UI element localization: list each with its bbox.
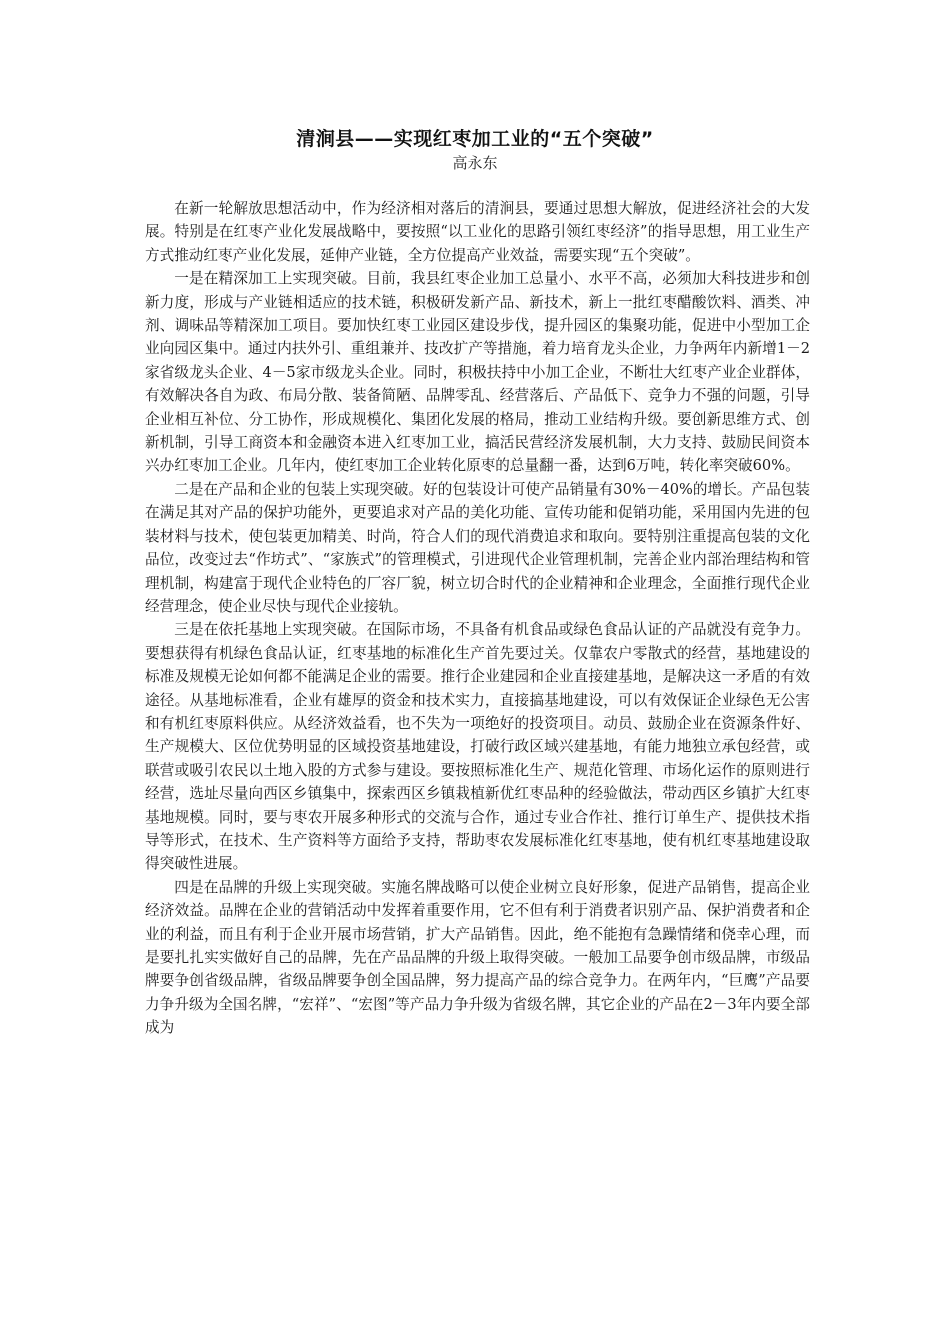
paragraph-processing: 一是在精深加工上实现突破。目前，我县红枣企业加工总量小、水平不高，必须加大科技进步和创新力度，形成与产业链相适应的技术链，积极研发新产品、新技术，新上一批红枣醋酸饮料、酒类、冲剂、调味品等精深加工项目。要加快红枣工业园区建设步伐，提升园区的集聚功能，促进中小型加工企业向园区集中。通过内扶外引、重组兼并、技改扩产等措施，着力培育龙头企业，力争两年内新增1－2家省级龙头企业、4－5家市级龙头企业。同时，积极扶持中小加工企业，不断壮大红枣产业企业群体，有效解决各自为政、布局分散、装备简陋、品牌零乱、经营落后、产品低下、竞争力不强的问题，引导企业相互补位、分工协作，形成规模化、集团化发展的格局，推动工业结构升级。要创新思维方式、创新机制，引导工商资本和金融资本进入红枣加工业，搞活民营经济发展机制，大力支持、鼓励民间资本兴办红枣加工企业。几年内，使红枣加工企业转化原枣的总量翻一番，达到6万吨，转化率突破60%。 — [145, 270, 810, 475]
paragraph-brand: 四是在品牌的升级上实现突破。实施名牌战略可以使企业树立良好形象，促进产品销售，提高企业经济效益。品牌在企业的营销活动中发挥着重要作用，它不但有利于消费者识别产品、保护消费者和企业的利益，而且有利于企业开展市场营销，扩大产品销售。因此，绝不能抱有急躁情绪和侥幸心理，而是要扎扎实实做好自己的品牌，先在产品品牌的升级上取得突破。一般加工品要争创市级品牌，市级品牌要争创省级品牌，省级品牌要争创全国品牌，努力提高产品的综合竞争力。在两年内，“巨鹰”产品要力争升级为全国名牌，“宏祥”、“宏图”等产品力争升级为省级名牌，其它企业的产品在2－3年内要全部成为 — [145, 878, 810, 1037]
paragraph-intro: 在新一轮解放思想活动中，作为经济相对落后的清涧县，要通过思想大解放，促进经济社会的大发展。特别是在红枣产业化发展战略中，要按照“以工业化的思路引领红枣经济”的指导思想，用工业生产方式推动红枣产业化发展，延伸产业链，全方位提高产业效益，需要实现“五个突破”。 — [145, 200, 810, 264]
document-author: 高永东 — [452, 154, 498, 172]
document-body — [145, 197, 810, 1040]
paragraph-base: 三是在依托基地上实现突破。在国际市场，不具备有机食品或绿色食品认证的产品就没有竞争力。要想获得有机绿色食品认证，红枣基地的标准化生产首先要过关。仅靠农户零散式的经营，基地建设的标准及规模无论如何都不能满足企业的需要。推行企业建园和企业直接建基地，是解决这一矛盾的有效途径。从基地标准看，企业有雄厚的资金和技术实力，直接搞基地建设，可以有效保证企业绿色无公害和有机红枣原料供应。从经济效益看，也不失为一项绝好的投资项目。动员、鼓励企业在资源条件好、生产规模大、区位优势明显的区域投资基地建设，打破行政区域兴建基地，有能力地独立承包经营，或联营或吸引农民以土地入股的方式参与建设。要按照标准化生产、规范化管理、市场化运作的原则进行经营，选址尽量向西区乡镇集中，探索西区乡镇栽植新优红枣品种的经验做法，带动西区乡镇扩大红枣基地规模。同时，要与枣农开展多种形式的交流与合作，通过专业合作社、推行订单生产、提供技术指导等形式，在技术、生产资料等方面给予支持，帮助枣农发展标准化红枣基地，使有机红枣基地建设取得突破性进展。 — [145, 621, 810, 873]
paragraph-packaging: 二是在产品和企业的包装上实现突破。好的包装设计可使产品销量有30%－40%的增长。产品包装在满足其对产品的保护功能外，更要追求对产品的美化功能、宣传功能和促销功能，采用国内先进的包装材料与技术，使包装更加精美、时尚，符合人们的现代消费追求和取向。要特别注重提高包装的文化品位，改变过去“作坊式”、“家族式”的管理模式，引进现代企业管理机制，完善企业内部治理结构和管理机制，构建富于现代企业特色的厂容厂貌，树立切合时代的企业精神和企业理念，全面推行现代企业经营理念，使企业尽快与现代企业接轨。 — [145, 480, 810, 615]
document-title: 清涧县——实现红枣加工业的“五个突破” — [296, 128, 654, 150]
